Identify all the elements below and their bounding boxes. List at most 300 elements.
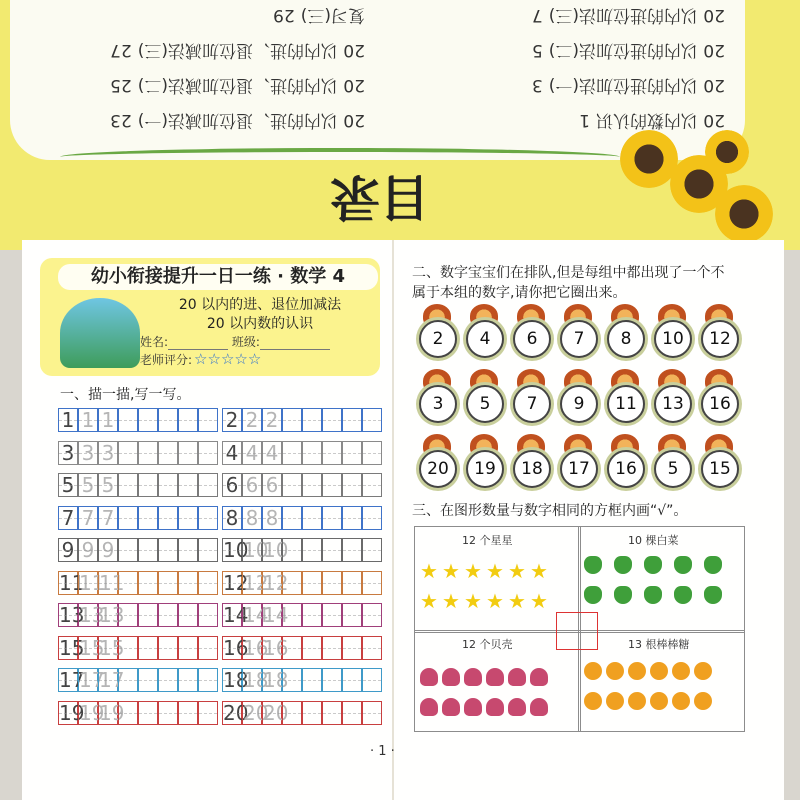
lolly-icon — [672, 662, 690, 680]
toc-entry[interactable]: 20 以内数的认识1 — [579, 110, 725, 130]
cabbage-icon — [644, 586, 662, 604]
empty-writing-cell[interactable] — [342, 473, 362, 497]
empty-writing-cell[interactable] — [158, 603, 178, 627]
tracing-cell[interactable]: 9 — [58, 538, 78, 562]
tracing-cell[interactable]: 14 — [263, 603, 289, 627]
tracing-row — [222, 571, 382, 595]
empty-writing-cell[interactable] — [302, 701, 322, 725]
star-icon: ★ — [486, 559, 504, 583]
number-disc: 3 — [419, 385, 457, 423]
star-icon: ★ — [420, 559, 438, 583]
shell-icon — [420, 668, 438, 686]
empty-writing-cell[interactable] — [322, 701, 342, 725]
number-bead[interactable] — [556, 304, 600, 366]
number-disc: 11 — [607, 385, 645, 423]
name-field[interactable] — [168, 335, 228, 350]
tracing-cell[interactable]: 8 — [222, 506, 242, 530]
toc-entry[interactable]: 20 以内的进、退位加减法(二)25 — [110, 75, 365, 95]
cabbage-icon — [674, 586, 692, 604]
star-icon: ★ — [508, 559, 526, 583]
tracing-row — [222, 668, 382, 692]
empty-writing-cell[interactable] — [362, 538, 382, 562]
number-bead[interactable] — [509, 369, 553, 431]
subtitle-1: 20 以内的进、退位加减法 — [178, 297, 342, 313]
tracing-row — [58, 473, 218, 497]
tracing-cell[interactable]: 16 — [263, 635, 289, 660]
tracing-row — [222, 538, 382, 562]
empty-writing-cell[interactable] — [178, 571, 198, 595]
tracing-cell[interactable]: 16 — [223, 635, 249, 660]
score-line — [140, 350, 370, 368]
number-bead[interactable] — [462, 434, 506, 496]
number-bead[interactable] — [509, 304, 553, 366]
lolly-icon — [672, 692, 690, 710]
number-bead[interactable] — [415, 304, 459, 366]
empty-writing-cell[interactable] — [158, 473, 178, 497]
empty-writing-cell[interactable] — [342, 603, 362, 627]
tracing-cell[interactable]: 3 — [78, 441, 98, 465]
tracing-cell[interactable]: 18 — [243, 668, 269, 692]
shell-icon — [442, 698, 460, 716]
number-bead[interactable] — [650, 434, 694, 496]
tracing-cell[interactable]: 9 — [98, 538, 118, 562]
empty-writing-cell[interactable] — [362, 473, 382, 497]
box-label: 12 个星星 — [462, 534, 513, 547]
empty-writing-cell[interactable] — [302, 636, 322, 660]
number-bead[interactable] — [697, 434, 741, 496]
toc-entry[interactable]: 复习(三)29 — [273, 5, 365, 25]
empty-writing-cell[interactable] — [118, 636, 138, 660]
empty-writing-cell[interactable] — [198, 473, 218, 497]
subtitle-2: 20 以内数的认识 — [206, 316, 314, 332]
empty-writing-cell[interactable] — [158, 538, 178, 562]
empty-writing-cell[interactable] — [322, 636, 342, 660]
empty-writing-cell[interactable] — [178, 473, 198, 497]
empty-writing-cell[interactable] — [322, 668, 342, 692]
tracing-cell[interactable]: 1 — [78, 408, 98, 432]
empty-writing-cell[interactable] — [138, 441, 158, 465]
empty-writing-cell[interactable] — [362, 701, 382, 725]
number-disc: 13 — [654, 385, 692, 423]
tracing-row — [222, 701, 382, 725]
tracing-cell[interactable]: 20 — [243, 700, 269, 725]
tracing-cell[interactable]: 18 — [223, 668, 249, 692]
empty-writing-cell[interactable] — [198, 571, 218, 595]
empty-writing-cell[interactable] — [118, 408, 138, 432]
empty-writing-cell[interactable] — [138, 603, 158, 627]
tracing-cell[interactable]: 17 — [99, 668, 125, 692]
empty-writing-cell[interactable] — [178, 408, 198, 432]
empty-writing-cell[interactable] — [322, 538, 342, 562]
tracing-cell[interactable]: 2 — [222, 408, 242, 432]
tracing-cell[interactable]: 14 — [223, 603, 249, 627]
empty-writing-cell[interactable] — [138, 506, 158, 530]
sunflower-icon — [715, 185, 773, 243]
empty-writing-cell[interactable] — [198, 441, 218, 465]
empty-writing-cell[interactable] — [198, 408, 218, 432]
tracing-cell[interactable]: 19 — [59, 700, 85, 725]
tracing-row — [58, 571, 218, 595]
empty-writing-cell[interactable] — [138, 701, 158, 725]
empty-writing-cell[interactable] — [178, 506, 198, 530]
number-disc: 8 — [607, 320, 645, 358]
number-disc: 12 — [701, 320, 739, 358]
tracing-cell[interactable]: 12 — [223, 570, 249, 595]
tracing-row — [58, 636, 218, 660]
shell-icon — [530, 698, 548, 716]
cabbage-icon — [614, 586, 632, 604]
section-2-title-cont: 属于本组的数字,请你把它圈出来。 — [412, 285, 627, 301]
empty-writing-cell[interactable] — [282, 473, 302, 497]
star-icon: ★ — [442, 559, 460, 583]
number-bead[interactable] — [415, 369, 459, 431]
number-disc: 16 — [701, 385, 739, 423]
empty-writing-cell[interactable] — [138, 636, 158, 660]
score-stars-icon[interactable]: ☆☆☆☆☆ — [194, 350, 262, 368]
cabbage-icon — [614, 556, 632, 574]
empty-writing-cell[interactable] — [362, 506, 382, 530]
tracing-cell[interactable]: 5 — [78, 473, 98, 497]
answer-check-box[interactable] — [556, 612, 598, 650]
empty-writing-cell[interactable] — [198, 701, 218, 725]
tracing-cell[interactable]: 6 — [262, 473, 282, 497]
tracing-row — [222, 506, 382, 530]
tracing-cell[interactable]: 8 — [242, 506, 262, 530]
toc-page — [0, 0, 800, 250]
tracing-cell[interactable]: 20 — [223, 700, 249, 725]
globe-illustration-icon — [60, 298, 140, 368]
tracing-cell[interactable]: 13 — [79, 603, 105, 627]
cabbage-icon — [644, 556, 662, 574]
shell-icon — [508, 668, 526, 686]
empty-writing-cell[interactable] — [282, 701, 302, 725]
lolly-icon — [694, 692, 712, 710]
empty-writing-cell[interactable] — [118, 538, 138, 562]
empty-writing-cell[interactable] — [198, 603, 218, 627]
tracing-cell[interactable]: 7 — [78, 506, 98, 530]
empty-writing-cell[interactable] — [322, 506, 342, 530]
tracing-cell[interactable]: 9 — [78, 538, 98, 562]
number-bead[interactable] — [603, 369, 647, 431]
empty-writing-cell[interactable] — [138, 538, 158, 562]
number-bead[interactable] — [603, 434, 647, 496]
empty-writing-cell[interactable] — [138, 473, 158, 497]
empty-writing-cell[interactable] — [198, 538, 218, 562]
number-disc: 17 — [560, 450, 598, 488]
tracing-cell[interactable]: 16 — [243, 635, 269, 660]
number-bead[interactable] — [462, 304, 506, 366]
empty-writing-cell[interactable] — [342, 571, 362, 595]
tracing-row — [58, 506, 218, 530]
lolly-icon — [606, 692, 624, 710]
empty-writing-cell[interactable] — [118, 571, 138, 595]
empty-writing-cell[interactable] — [178, 701, 198, 725]
empty-writing-cell[interactable] — [342, 538, 362, 562]
cabbage-icon — [584, 556, 602, 574]
number-bead[interactable] — [556, 369, 600, 431]
star-icon: ★ — [464, 559, 482, 583]
page-gutter — [392, 240, 394, 800]
number-bead[interactable] — [650, 304, 694, 366]
section-3-title: 三、在图形数量与数字相同的方框内画“√”。 — [412, 503, 688, 519]
shell-icon — [486, 698, 504, 716]
tracing-cell[interactable]: 7 — [98, 506, 118, 530]
empty-writing-cell[interactable] — [138, 668, 158, 692]
empty-writing-cell[interactable] — [178, 636, 198, 660]
name-label: 姓名: — [140, 335, 169, 349]
tracing-row — [58, 603, 218, 627]
number-disc: 5 — [466, 385, 504, 423]
tracing-row — [58, 668, 218, 692]
empty-writing-cell[interactable] — [282, 441, 302, 465]
tracing-cell[interactable]: 15 — [79, 635, 105, 660]
empty-writing-cell[interactable] — [198, 506, 218, 530]
lolly-icon — [584, 662, 602, 680]
tracing-cell[interactable]: 3 — [58, 441, 78, 465]
tracing-row — [58, 538, 218, 562]
tracing-cell[interactable]: 5 — [98, 473, 118, 497]
tracing-row — [58, 408, 218, 432]
empty-writing-cell[interactable] — [282, 538, 302, 562]
empty-writing-cell[interactable] — [118, 668, 138, 692]
empty-writing-cell[interactable] — [158, 668, 178, 692]
empty-writing-cell[interactable] — [362, 603, 382, 627]
empty-writing-cell[interactable] — [282, 571, 302, 595]
star-icon: ★ — [442, 589, 460, 613]
empty-writing-cell[interactable] — [302, 506, 322, 530]
empty-writing-cell[interactable] — [138, 571, 158, 595]
empty-writing-cell[interactable] — [118, 506, 138, 530]
empty-writing-cell[interactable] — [322, 571, 342, 595]
empty-writing-cell[interactable] — [322, 603, 342, 627]
empty-writing-cell[interactable] — [138, 408, 158, 432]
box-label: 10 棵白菜 — [628, 534, 679, 547]
empty-writing-cell[interactable] — [178, 668, 198, 692]
tracing-cell[interactable]: 2 — [242, 408, 262, 432]
box-label: 12 个贝壳 — [462, 638, 513, 651]
toc-entry[interactable]: 20 以内的进位加法(一)3 — [531, 75, 725, 95]
tracing-cell[interactable]: 20 — [263, 700, 289, 725]
cabbage-icon — [704, 556, 722, 574]
tracing-cell[interactable]: 17 — [59, 668, 85, 692]
tracing-cell[interactable]: 13 — [59, 603, 85, 627]
cabbage-icon — [674, 556, 692, 574]
number-disc: 18 — [513, 450, 551, 488]
lolly-icon — [606, 662, 624, 680]
class-field[interactable] — [260, 335, 330, 350]
star-icon: ★ — [530, 559, 548, 583]
empty-writing-cell[interactable] — [282, 603, 302, 627]
tracing-cell[interactable]: 10 — [243, 538, 269, 562]
empty-writing-cell[interactable] — [158, 506, 178, 530]
number-disc: 16 — [607, 450, 645, 488]
tracing-cell[interactable]: 5 — [58, 473, 78, 497]
empty-writing-cell[interactable] — [118, 701, 138, 725]
toc-entry[interactable]: 20 以内的进、退位加减法(三)27 — [110, 40, 365, 60]
number-disc: 15 — [701, 450, 739, 488]
empty-writing-cell[interactable] — [302, 603, 322, 627]
tracing-cell[interactable]: 4 — [242, 441, 262, 465]
shell-icon — [530, 668, 548, 686]
tracing-cell[interactable]: 14 — [243, 603, 269, 627]
tracing-row — [222, 441, 382, 465]
empty-writing-cell[interactable] — [302, 473, 322, 497]
empty-writing-cell[interactable] — [322, 473, 342, 497]
empty-writing-cell[interactable] — [178, 603, 198, 627]
number-disc: 7 — [560, 320, 598, 358]
tracing-cell[interactable]: 15 — [99, 635, 125, 660]
empty-writing-cell[interactable] — [342, 701, 362, 725]
lolly-icon — [694, 662, 712, 680]
number-disc: 5 — [654, 450, 692, 488]
empty-writing-cell[interactable] — [342, 636, 362, 660]
empty-writing-cell[interactable] — [158, 571, 178, 595]
tracing-cell[interactable]: 15 — [59, 635, 85, 660]
star-icon: ★ — [464, 589, 482, 613]
empty-writing-cell[interactable] — [322, 441, 342, 465]
empty-writing-cell[interactable] — [362, 571, 382, 595]
name-class-line — [140, 333, 370, 350]
number-disc: 19 — [466, 450, 504, 488]
empty-writing-cell[interactable] — [362, 668, 382, 692]
tracing-row — [222, 636, 382, 660]
sunflower-icon — [705, 130, 749, 174]
toc-entry[interactable]: 20 以内的进、退位加减法(一)23 — [110, 110, 365, 130]
empty-writing-cell[interactable] — [302, 668, 322, 692]
tracing-cell[interactable]: 3 — [98, 441, 118, 465]
empty-writing-cell[interactable] — [158, 441, 178, 465]
tracing-cell[interactable]: 11 — [99, 570, 125, 595]
tracing-cell[interactable]: 12 — [243, 570, 269, 595]
empty-writing-cell[interactable] — [302, 441, 322, 465]
tracing-cell[interactable]: 10 — [263, 538, 289, 562]
star-icon: ★ — [420, 589, 438, 613]
tracing-cell[interactable]: 11 — [79, 570, 105, 595]
number-bead[interactable] — [509, 434, 553, 496]
empty-writing-cell[interactable] — [118, 441, 138, 465]
empty-writing-cell[interactable] — [302, 538, 322, 562]
page-number: · 1 · — [370, 744, 395, 759]
number-bead[interactable] — [556, 434, 600, 496]
empty-writing-cell[interactable] — [118, 473, 138, 497]
number-disc: 7 — [513, 385, 551, 423]
cabbage-icon — [584, 586, 602, 604]
number-bead[interactable] — [697, 304, 741, 366]
lolly-icon — [628, 692, 646, 710]
shell-icon — [442, 668, 460, 686]
shell-icon — [420, 698, 438, 716]
score-label: 老师评分: — [140, 353, 193, 367]
tracing-cell[interactable]: 18 — [263, 668, 289, 692]
tracing-cell[interactable]: 6 — [242, 473, 262, 497]
tracing-cell[interactable]: 19 — [99, 700, 125, 725]
empty-writing-cell[interactable] — [322, 408, 342, 432]
number-disc: 2 — [419, 320, 457, 358]
empty-writing-cell[interactable] — [342, 408, 362, 432]
number-disc: 10 — [654, 320, 692, 358]
empty-writing-cell[interactable] — [302, 408, 322, 432]
tracing-cell[interactable]: 8 — [262, 506, 282, 530]
box-label: 13 根棒棒糖 — [628, 638, 690, 651]
empty-writing-cell[interactable] — [158, 636, 178, 660]
empty-writing-cell[interactable] — [198, 636, 218, 660]
empty-writing-cell[interactable] — [362, 441, 382, 465]
tracing-cell[interactable]: 2 — [262, 408, 282, 432]
empty-writing-cell[interactable] — [342, 506, 362, 530]
tracing-cell[interactable]: 4 — [262, 441, 282, 465]
tracing-row — [58, 441, 218, 465]
empty-writing-cell[interactable] — [362, 636, 382, 660]
tracing-cell[interactable]: 17 — [79, 668, 105, 692]
number-disc: 9 — [560, 385, 598, 423]
grass-decoration — [60, 148, 620, 166]
number-bead[interactable] — [650, 369, 694, 431]
tracing-cell[interactable]: 4 — [222, 441, 242, 465]
number-bead[interactable] — [462, 369, 506, 431]
tracing-row — [222, 473, 382, 497]
empty-writing-cell[interactable] — [282, 506, 302, 530]
shell-icon — [464, 668, 482, 686]
toc-entry[interactable]: 20 以内的进位加法(三)7 — [531, 5, 725, 25]
empty-writing-cell[interactable] — [118, 603, 138, 627]
number-disc: 20 — [419, 450, 457, 488]
tracing-row — [222, 408, 382, 432]
number-disc: 6 — [513, 320, 551, 358]
shell-icon — [486, 668, 504, 686]
cabbage-icon — [704, 586, 722, 604]
star-icon: ★ — [486, 589, 504, 613]
section-2-title: 二、数字宝宝们在排队,但是每组中都出现了一个不 — [412, 265, 725, 281]
number-bead[interactable] — [697, 369, 741, 431]
empty-writing-cell[interactable] — [178, 538, 198, 562]
empty-writing-cell[interactable] — [362, 408, 382, 432]
empty-writing-cell[interactable] — [158, 701, 178, 725]
tracing-cell[interactable]: 1 — [98, 408, 118, 432]
lolly-icon — [584, 692, 602, 710]
tracing-cell[interactable]: 19 — [79, 700, 105, 725]
shell-icon — [508, 698, 526, 716]
star-icon: ★ — [530, 589, 548, 613]
tracing-cell[interactable]: 11 — [59, 570, 85, 595]
empty-writing-cell[interactable] — [282, 408, 302, 432]
empty-writing-cell[interactable] — [178, 441, 198, 465]
tracing-row — [58, 701, 218, 725]
tracing-cell[interactable]: 12 — [263, 570, 289, 595]
empty-writing-cell[interactable] — [158, 408, 178, 432]
tracing-cell[interactable]: 10 — [223, 538, 249, 562]
lolly-icon — [628, 662, 646, 680]
number-disc: 4 — [466, 320, 504, 358]
class-label: 班级: — [231, 335, 260, 349]
empty-writing-cell[interactable] — [342, 441, 362, 465]
number-bead[interactable] — [415, 434, 459, 496]
section-1-title: 一、描一描,写一写。 — [60, 387, 191, 403]
tracing-cell[interactable]: 6 — [222, 473, 242, 497]
lolly-icon — [650, 662, 668, 680]
empty-writing-cell[interactable] — [282, 636, 302, 660]
tracing-cell[interactable]: 7 — [58, 506, 78, 530]
tracing-cell[interactable]: 13 — [99, 603, 125, 627]
toc-entry[interactable]: 20 以内的进位加法(二)5 — [531, 40, 725, 60]
empty-writing-cell[interactable] — [282, 668, 302, 692]
empty-writing-cell[interactable] — [342, 668, 362, 692]
empty-writing-cell[interactable] — [198, 668, 218, 692]
shell-icon — [464, 698, 482, 716]
empty-writing-cell[interactable] — [302, 571, 322, 595]
number-bead[interactable] — [603, 304, 647, 366]
lolly-icon — [650, 692, 668, 710]
tracing-cell[interactable]: 1 — [58, 408, 78, 432]
